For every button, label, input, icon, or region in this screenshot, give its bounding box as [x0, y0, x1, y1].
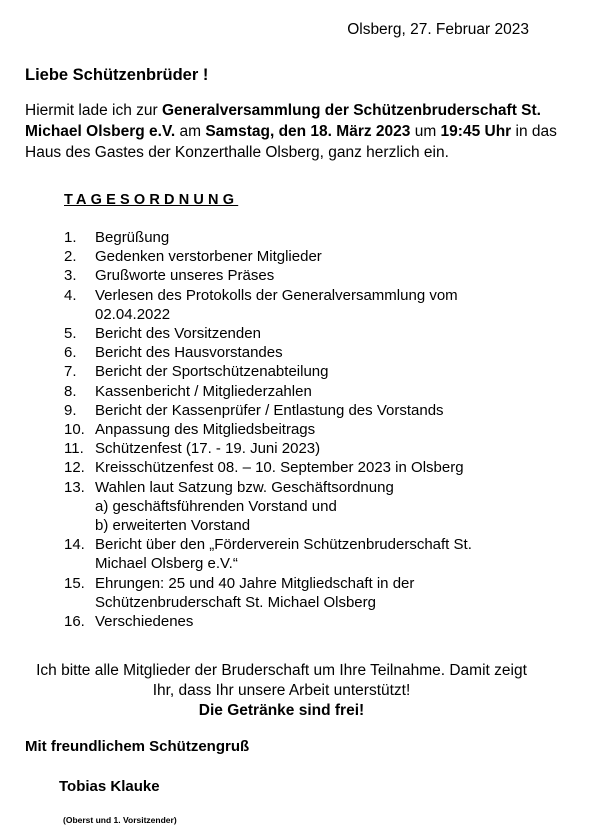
agenda-item — [64, 362, 544, 381]
agenda-item-number: 7. — [64, 363, 77, 381]
agenda-item — [64, 324, 544, 343]
agenda-item-number: 13. — [64, 478, 85, 496]
agenda-item — [64, 343, 544, 362]
agenda-item-number: 8. — [64, 382, 77, 400]
letter-date: Olsberg, 27. Februar 2023 — [347, 21, 529, 38]
salutation: Liebe Schützenbrüder ! — [25, 66, 209, 84]
agenda-item — [64, 247, 544, 266]
agenda-item-text — [95, 574, 544, 612]
agenda-item-line: Wahlen laut Satzung bzw. Geschäftsordnung — [95, 478, 394, 496]
agenda-item-number: 2. — [64, 248, 77, 266]
signer-name: Tobias Klauke — [59, 778, 160, 795]
agenda-item-number: 10. — [64, 421, 85, 439]
agenda-item — [64, 286, 544, 324]
intro-paragraph — [25, 100, 570, 163]
agenda-item-text — [95, 266, 544, 285]
agenda-item-line: b) erweiterten Vorstand — [95, 517, 251, 535]
agenda-item-number: 11. — [64, 440, 84, 458]
intro-text-1: Hiermit lade ich zur — [25, 102, 162, 119]
intro-assembly-name: Generalversammlung der Schützenbruderschaft St. Michael Olsberg e.V. — [25, 102, 541, 140]
agenda-list — [64, 228, 544, 631]
agenda-item-line: Bericht des Vorsitzenden — [95, 325, 261, 343]
agenda-item-line: Kassenbericht / Mitgliederzahlen — [95, 382, 312, 400]
agenda-item-line: Bericht über den „Förderverein Schützenbruderschaft St. — [95, 536, 472, 554]
intro-text-2: am — [175, 123, 206, 140]
closing-line-2: Ihr, dass Ihr unsere Arbeit unterstützt! — [152, 682, 411, 699]
intro-text-3: um — [410, 123, 441, 140]
intro-date: Samstag, den 18. März 2023 — [205, 123, 411, 140]
agenda-item-line: Ehrungen: 25 und 40 Jahre Mitgliedschaft in der — [95, 574, 415, 592]
agenda-item-text — [95, 439, 544, 458]
agenda-item-text — [95, 401, 544, 420]
agenda-item-line: Verschiedenes — [95, 613, 194, 631]
agenda-item — [64, 228, 544, 247]
agenda-item-text — [95, 343, 544, 362]
agenda-item-text — [95, 478, 544, 536]
agenda-item-text — [95, 324, 544, 343]
agenda-item-line: a) geschäftsführenden Vorstand und — [95, 497, 337, 515]
agenda-item-text — [95, 382, 544, 401]
agenda-item-number: 3. — [64, 267, 77, 285]
agenda-item-number: 9. — [64, 401, 77, 419]
agenda-item-line: Bericht der Kassenprüfer / Entlastung des Vorstands — [95, 401, 444, 419]
agenda-item-line: 02.04.2022 — [95, 305, 171, 323]
agenda-item-line: Schützenfest (17. - 19. Juni 2023) — [95, 440, 321, 458]
agenda-item-text — [95, 612, 544, 631]
intro-text-4: in das Haus des Gastes der Konzerthalle Olsberg, ganz herzlich ein. — [25, 123, 557, 161]
agenda-item-text — [95, 458, 544, 477]
closing-paragraph — [0, 661, 563, 721]
agenda-item-number: 6. — [64, 344, 77, 362]
agenda-item-number: 15. — [64, 574, 85, 592]
signer-role: (Oberst und 1. Vorsitzender) — [63, 815, 177, 825]
agenda-item-number: 5. — [64, 325, 77, 343]
greeting: Mit freundlichem Schützengruß — [25, 738, 250, 755]
agenda-item-line: Schützenbruderschaft St. Michael Olsberg — [95, 593, 376, 611]
closing-line-1: Ich bitte alle Mitglieder der Bruderschaft um Ihre Teilnahme. Damit zeigt — [36, 662, 527, 679]
agenda-item — [64, 574, 544, 612]
agenda-item — [64, 535, 544, 573]
agenda-item-text — [95, 228, 544, 247]
agenda-item-text — [95, 420, 544, 439]
agenda-item-line: Gedenken verstorbener Mitglieder — [95, 248, 322, 266]
intro-time: 19:45 Uhr — [440, 123, 512, 140]
agenda-item-number: 4. — [64, 286, 77, 304]
agenda-item — [64, 420, 544, 439]
agenda-item — [64, 401, 544, 420]
agenda-item-text — [95, 535, 544, 573]
agenda-item-text — [95, 247, 544, 266]
agenda-item-line: Bericht der Sportschützenabteilung — [95, 363, 329, 381]
agenda-item-text — [95, 362, 544, 381]
agenda-title: TAGESORDNUNG — [64, 192, 239, 208]
agenda-item — [64, 439, 544, 458]
agenda-item-line: Kreisschützenfest 08. – 10. September 2023 in Olsberg — [95, 459, 464, 477]
agenda-item-line: Verlesen des Protokolls der Generalversammlung vom — [95, 286, 458, 304]
agenda-item-text — [95, 286, 544, 324]
agenda-item-line: Michael Olsberg e.V.“ — [95, 555, 238, 573]
agenda-item-number: 12. — [64, 459, 85, 477]
agenda-item-number: 14. — [64, 536, 85, 554]
agenda-item — [64, 612, 544, 631]
agenda-item — [64, 478, 544, 536]
agenda-item-number: 16. — [64, 613, 85, 631]
agenda-item-line: Bericht des Hausvorstandes — [95, 344, 283, 362]
agenda-item-line: Grußworte unseres Präses — [95, 267, 275, 285]
agenda-item — [64, 266, 544, 285]
agenda-item — [64, 382, 544, 401]
agenda-item-line: Anpassung des Mitgliedsbeitrags — [95, 421, 316, 439]
agenda-item-line: Begrüßung — [95, 229, 170, 246]
agenda-item — [64, 458, 544, 477]
agenda-item-number: 1. — [64, 229, 77, 246]
closing-drinks-note: Die Getränke sind frei! — [198, 702, 365, 719]
